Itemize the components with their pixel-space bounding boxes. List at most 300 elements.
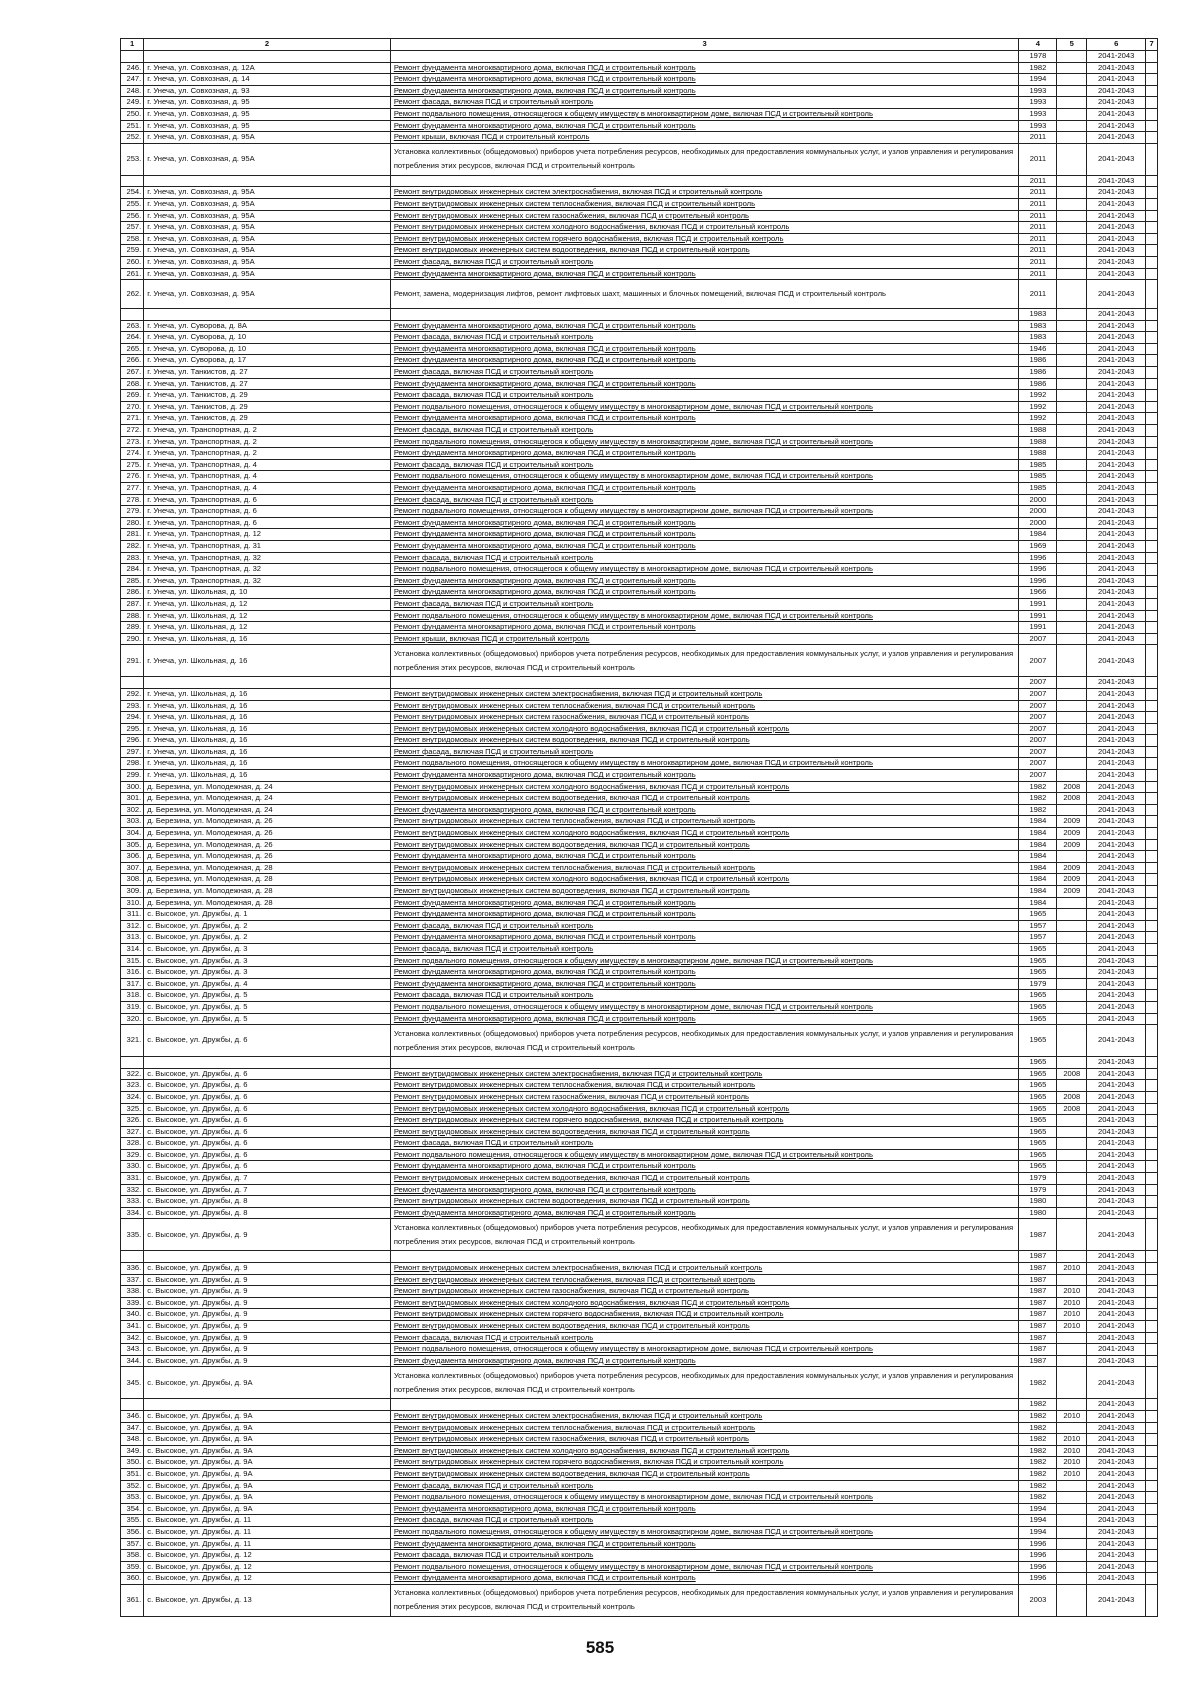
row-address — [144, 677, 391, 689]
row-col7 — [1146, 1457, 1158, 1469]
row-col7 — [1146, 1550, 1158, 1562]
row-work-type: Ремонт внутридомовых инженерных систем электроснабжения, включая ПСД и строительный контроль — [390, 688, 1019, 700]
row-number: 346. — [121, 1410, 144, 1422]
row-work-type: Ремонт внутридомовых инженерных систем водоотведения, включая ПСД и строительный контроль — [390, 839, 1019, 851]
row-work-type: Ремонт фасада, включая ПСД и строительный контроль — [390, 552, 1019, 564]
row-period: 2041-2043 — [1087, 851, 1146, 863]
row-year-repaired — [1057, 1149, 1087, 1161]
row-address: с. Высокое, ул. Дружбы, д. 9А — [144, 1492, 391, 1504]
table-row — [121, 1013, 1158, 1025]
row-period: 2041-2043 — [1087, 85, 1146, 97]
row-year: 1992 — [1019, 413, 1057, 425]
row-work-type: Ремонт фундамента многоквартирного дома, включая ПСД и строительный контроль — [390, 575, 1019, 587]
row-period: 2041-2043 — [1087, 425, 1146, 437]
row-period: 2041-2043 — [1087, 62, 1146, 74]
row-address: г. Унеча, ул. Школьная, д. 12 — [144, 598, 391, 610]
row-year: 1965 — [1019, 1080, 1057, 1092]
row-work-type: Ремонт подвального помещения, относящегося к общему имуществу в многоквартирном доме, включая ПСД и строительный контроль — [390, 506, 1019, 518]
table-row — [121, 1184, 1158, 1196]
row-period: 2041-2043 — [1087, 920, 1146, 932]
table-row — [121, 245, 1158, 257]
row-address: г. Унеча, ул. Транспортная, д. 31 — [144, 540, 391, 552]
row-col7 — [1146, 245, 1158, 257]
row-work-type: Ремонт подвального помещения, относящегося к общему имуществу в многоквартирном доме, включая ПСД и строительный контроль — [390, 564, 1019, 576]
row-col7 — [1146, 758, 1158, 770]
row-year-repaired — [1057, 1515, 1087, 1527]
row-year: 2007 — [1019, 735, 1057, 747]
table-row — [121, 828, 1158, 840]
row-number: 249. — [121, 97, 144, 109]
row-work-type: Ремонт фундамента многоквартирного дома, включая ПСД и строительный контроль — [390, 851, 1019, 863]
table-row — [121, 1480, 1158, 1492]
row-period: 2041-2043 — [1087, 448, 1146, 460]
row-year: 1986 — [1019, 367, 1057, 379]
row-address: с. Высокое, ул. Дружбы, д. 9А — [144, 1480, 391, 1492]
col-header-6: 6 — [1087, 39, 1146, 51]
row-number: 253. — [121, 143, 144, 175]
row-address: с. Высокое, ул. Дружбы, д. 9 — [144, 1263, 391, 1275]
row-number: 277. — [121, 483, 144, 495]
row-period: 2041-2043 — [1087, 378, 1146, 390]
row-address: с. Высокое, ул. Дружбы, д. 3 — [144, 943, 391, 955]
row-work-type: Ремонт внутридомовых инженерных систем водоотведения, включая ПСД и строительный контроль — [390, 1321, 1019, 1333]
row-work-type: Ремонт фасада, включая ПСД и строительный контроль — [390, 1550, 1019, 1562]
row-col7 — [1146, 1480, 1158, 1492]
table-row — [121, 517, 1158, 529]
row-number: 317. — [121, 978, 144, 990]
row-year-repaired — [1057, 97, 1087, 109]
row-number: 337. — [121, 1274, 144, 1286]
row-year: 1988 — [1019, 436, 1057, 448]
row-col7 — [1146, 828, 1158, 840]
row-period: 2041-2043 — [1087, 1025, 1146, 1057]
row-address: г. Унеча, ул. Транспортная, д. 2 — [144, 436, 391, 448]
row-number: 344. — [121, 1355, 144, 1367]
row-number: 340. — [121, 1309, 144, 1321]
row-col7 — [1146, 1445, 1158, 1457]
row-year: 1984 — [1019, 839, 1057, 851]
table-row — [121, 1149, 1158, 1161]
table-row — [121, 943, 1158, 955]
row-col7 — [1146, 506, 1158, 518]
row-year-repaired — [1057, 990, 1087, 1002]
table-row — [121, 256, 1158, 268]
row-year: 2011 — [1019, 245, 1057, 257]
row-period: 2041-2043 — [1087, 1068, 1146, 1080]
row-work-type: Ремонт фундамента многоквартирного дома, включая ПСД и строительный контроль — [390, 413, 1019, 425]
row-address: с. Высокое, ул. Дружбы, д. 6 — [144, 1025, 391, 1057]
row-work-type: Установка коллективных (общедомовых) приборов учета потребления ресурсов, необходимых для предоставления коммунальных услуг, и узлов управления и регулирования потребления этих ресурсов, включая ПСД и строительный контроль — [390, 143, 1019, 175]
row-number: 268. — [121, 378, 144, 390]
row-year: 1965 — [1019, 1013, 1057, 1025]
row-address: с. Высокое, ул. Дружбы, д. 12 — [144, 1573, 391, 1585]
row-address: г. Унеча, ул. Совхозная, д. 95А — [144, 132, 391, 144]
row-year-repaired: 2009 — [1057, 816, 1087, 828]
row-period: 2041-2043 — [1087, 610, 1146, 622]
row-year: 1994 — [1019, 74, 1057, 86]
row-year-repaired — [1057, 633, 1087, 645]
row-period: 2041-2043 — [1087, 781, 1146, 793]
row-col7 — [1146, 851, 1158, 863]
row-col7 — [1146, 886, 1158, 898]
table-body — [121, 51, 1158, 1617]
row-col7 — [1146, 862, 1158, 874]
row-year: 1982 — [1019, 1399, 1057, 1411]
row-period: 2041-2043 — [1087, 622, 1146, 634]
row-year-repaired — [1057, 280, 1087, 309]
row-number: 255. — [121, 198, 144, 210]
row-work-type: Ремонт внутридомовых инженерных систем теплоснабжения, включая ПСД и строительный контроль — [390, 1422, 1019, 1434]
col-header-7: 7 — [1146, 39, 1158, 51]
row-year-repaired — [1057, 770, 1087, 782]
row-year: 1984 — [1019, 874, 1057, 886]
row-work-type: Ремонт фундамента многоквартирного дома, включая ПСД и строительный контроль — [390, 932, 1019, 944]
row-year: 1992 — [1019, 401, 1057, 413]
row-col7 — [1146, 1115, 1158, 1127]
table-row — [121, 1126, 1158, 1138]
row-number: 351. — [121, 1468, 144, 1480]
row-address: с. Высокое, ул. Дружбы, д. 3 — [144, 955, 391, 967]
row-address: г. Унеча, ул. Суворова, д. 17 — [144, 355, 391, 367]
table-row — [121, 222, 1158, 234]
row-col7 — [1146, 816, 1158, 828]
row-number: 350. — [121, 1457, 144, 1469]
row-year-repaired: 2010 — [1057, 1434, 1087, 1446]
row-work-type — [390, 1399, 1019, 1411]
row-col7 — [1146, 633, 1158, 645]
row-year: 2011 — [1019, 175, 1057, 187]
row-period: 2041-2043 — [1087, 874, 1146, 886]
row-col7 — [1146, 332, 1158, 344]
row-work-type: Ремонт фасада, включая ПСД и строительный контроль — [390, 990, 1019, 1002]
row-col7 — [1146, 1538, 1158, 1550]
row-period: 2041-2043 — [1087, 1355, 1146, 1367]
row-year: 1987 — [1019, 1297, 1057, 1309]
row-number: 251. — [121, 120, 144, 132]
row-col7 — [1146, 1184, 1158, 1196]
row-number: 252. — [121, 132, 144, 144]
row-period: 2041-2043 — [1087, 332, 1146, 344]
row-number: 301. — [121, 793, 144, 805]
row-year: 2007 — [1019, 712, 1057, 724]
row-year-repaired: 2010 — [1057, 1445, 1087, 1457]
row-period: 2041-2043 — [1087, 1161, 1146, 1173]
row-col7 — [1146, 874, 1158, 886]
row-number: 357. — [121, 1538, 144, 1550]
row-period: 2041-2043 — [1087, 1184, 1146, 1196]
row-year-repaired: 2010 — [1057, 1457, 1087, 1469]
row-year-repaired — [1057, 1526, 1087, 1538]
row-number: 354. — [121, 1503, 144, 1515]
row-work-type: Ремонт фундамента многоквартирного дома, включая ПСД и строительный контроль — [390, 355, 1019, 367]
row-number — [121, 175, 144, 187]
row-address: с. Высокое, ул. Дружбы, д. 9А — [144, 1422, 391, 1434]
row-period: 2041-2043 — [1087, 1410, 1146, 1422]
row-col7 — [1146, 1309, 1158, 1321]
row-period: 2041-2043 — [1087, 1138, 1146, 1150]
row-number: 358. — [121, 1550, 144, 1562]
row-col7 — [1146, 1355, 1158, 1367]
row-year: 1978 — [1019, 51, 1057, 63]
row-number: 294. — [121, 712, 144, 724]
row-number: 250. — [121, 108, 144, 120]
row-work-type — [390, 309, 1019, 321]
row-year: 1991 — [1019, 610, 1057, 622]
row-period: 2041-2043 — [1087, 1526, 1146, 1538]
row-year-repaired — [1057, 120, 1087, 132]
table-row — [121, 1492, 1158, 1504]
row-work-type: Ремонт внутридомовых инженерных систем холодного водоснабжения, включая ПСД и строительный контроль — [390, 781, 1019, 793]
row-address: с. Высокое, ул. Дружбы, д. 6 — [144, 1138, 391, 1150]
row-address — [144, 175, 391, 187]
row-number: 272. — [121, 425, 144, 437]
row-year-repaired — [1057, 552, 1087, 564]
row-col7 — [1146, 1367, 1158, 1399]
row-address: с. Высокое, ул. Дружбы, д. 9 — [144, 1321, 391, 1333]
row-col7 — [1146, 494, 1158, 506]
row-year: 1987 — [1019, 1251, 1057, 1263]
row-period: 2041-2043 — [1087, 770, 1146, 782]
row-address: с. Высокое, ул. Дружбы, д. 9А — [144, 1503, 391, 1515]
row-work-type: Ремонт фасада, включая ПСД и строительный контроль — [390, 494, 1019, 506]
table-row — [121, 746, 1158, 758]
row-work-type: Ремонт фундамента многоквартирного дома, включая ПСД и строительный контроль — [390, 587, 1019, 599]
row-col7 — [1146, 210, 1158, 222]
row-address: г. Унеча, ул. Транспортная, д. 4 — [144, 471, 391, 483]
row-year: 1965 — [1019, 909, 1057, 921]
row-address: г. Унеча, ул. Танкистов, д. 29 — [144, 390, 391, 402]
row-number: 302. — [121, 804, 144, 816]
row-period: 2041-2043 — [1087, 1207, 1146, 1219]
table-row — [121, 723, 1158, 735]
row-work-type: Ремонт внутридомовых инженерных систем газоснабжения, включая ПСД и строительный контроль — [390, 210, 1019, 222]
row-year-repaired — [1057, 175, 1087, 187]
row-year-repaired — [1057, 564, 1087, 576]
row-year-repaired — [1057, 1115, 1087, 1127]
table-row — [121, 1068, 1158, 1080]
row-period: 2041-2043 — [1087, 575, 1146, 587]
row-number: 361. — [121, 1584, 144, 1616]
row-address: с. Высокое, ул. Дружбы, д. 9 — [144, 1355, 391, 1367]
row-number: 271. — [121, 413, 144, 425]
row-address: г. Унеча, ул. Совхозная, д. 95А — [144, 198, 391, 210]
row-period: 2041-2043 — [1087, 1434, 1146, 1446]
row-year-repaired — [1057, 575, 1087, 587]
table-row — [121, 1309, 1158, 1321]
row-period: 2041-2043 — [1087, 1196, 1146, 1208]
row-number: 319. — [121, 1001, 144, 1013]
row-col7 — [1146, 459, 1158, 471]
row-work-type: Ремонт фундамента многоквартирного дома, включая ПСД и строительный контроль — [390, 978, 1019, 990]
row-number: 360. — [121, 1573, 144, 1585]
row-number: 303. — [121, 816, 144, 828]
row-number: 307. — [121, 862, 144, 874]
row-address: с. Высокое, ул. Дружбы, д. 9 — [144, 1274, 391, 1286]
row-work-type: Ремонт подвального помещения, относящегося к общему имуществу в многоквартирном доме, включая ПСД и строительный контроль — [390, 401, 1019, 413]
row-year-repaired — [1057, 1080, 1087, 1092]
row-col7 — [1146, 920, 1158, 932]
row-year: 1965 — [1019, 990, 1057, 1002]
row-address: г. Унеча, ул. Суворова, д. 10 — [144, 343, 391, 355]
row-number: 336. — [121, 1263, 144, 1275]
row-period: 2041-2043 — [1087, 222, 1146, 234]
row-col7 — [1146, 1013, 1158, 1025]
row-period: 2041-2043 — [1087, 51, 1146, 63]
table-row — [121, 332, 1158, 344]
row-year: 2007 — [1019, 770, 1057, 782]
row-col7 — [1146, 677, 1158, 689]
row-year: 1996 — [1019, 1561, 1057, 1573]
table-row — [121, 770, 1158, 782]
row-number: 335. — [121, 1219, 144, 1251]
row-year-repaired — [1057, 1422, 1087, 1434]
row-period: 2041-2043 — [1087, 828, 1146, 840]
row-year-repaired — [1057, 459, 1087, 471]
row-year-repaired — [1057, 955, 1087, 967]
row-work-type: Ремонт фундамента многоквартирного дома, включая ПСД и строительный контроль — [390, 1538, 1019, 1550]
row-year: 1983 — [1019, 309, 1057, 321]
row-number: 305. — [121, 839, 144, 851]
row-year: 1994 — [1019, 1526, 1057, 1538]
row-address: г. Унеча, ул. Школьная, д. 12 — [144, 622, 391, 634]
row-number: 320. — [121, 1013, 144, 1025]
row-number: 261. — [121, 268, 144, 280]
row-year-repaired: 2008 — [1057, 1103, 1087, 1115]
row-work-type: Ремонт фундамента многоквартирного дома, включая ПСД и строительный контроль — [390, 770, 1019, 782]
row-year: 1987 — [1019, 1219, 1057, 1251]
row-number: 324. — [121, 1091, 144, 1103]
row-year: 1987 — [1019, 1309, 1057, 1321]
row-work-type: Ремонт внутридомовых инженерных систем электроснабжения, включая ПСД и строительный контроль — [390, 187, 1019, 199]
row-work-type: Ремонт внутридомовых инженерных систем электроснабжения, включая ПСД и строительный контроль — [390, 1068, 1019, 1080]
row-address: с. Высокое, ул. Дружбы, д. 8 — [144, 1207, 391, 1219]
row-period: 2041-2043 — [1087, 598, 1146, 610]
row-year: 1980 — [1019, 1207, 1057, 1219]
row-year-repaired — [1057, 700, 1087, 712]
row-work-type: Ремонт внутридомовых инженерных систем холодного водоснабжения, включая ПСД и строительный контроль — [390, 723, 1019, 735]
row-year-repaired — [1057, 598, 1087, 610]
row-col7 — [1146, 390, 1158, 402]
row-year-repaired: 2009 — [1057, 839, 1087, 851]
table-row — [121, 187, 1158, 199]
row-year: 1992 — [1019, 390, 1057, 402]
row-period: 2041-2043 — [1087, 1149, 1146, 1161]
row-col7 — [1146, 425, 1158, 437]
row-address: с. Высокое, ул. Дружбы, д. 4 — [144, 978, 391, 990]
row-year-repaired — [1057, 448, 1087, 460]
row-address: г. Унеча, ул. Школьная, д. 16 — [144, 688, 391, 700]
row-col7 — [1146, 483, 1158, 495]
table-row — [121, 1561, 1158, 1573]
row-period: 2041-2043 — [1087, 494, 1146, 506]
row-number: 323. — [121, 1080, 144, 1092]
row-address: г. Унеча, ул. Школьная, д. 16 — [144, 633, 391, 645]
row-work-type: Ремонт фундамента многоквартирного дома, включая ПСД и строительный контроль — [390, 517, 1019, 529]
row-year-repaired: 2008 — [1057, 1091, 1087, 1103]
row-year-repaired — [1057, 978, 1087, 990]
row-work-type: Ремонт подвального помещения, относящегося к общему имуществу в многоквартирном доме, включая ПСД и строительный контроль — [390, 471, 1019, 483]
row-address: г. Унеча, ул. Школьная, д. 12 — [144, 610, 391, 622]
row-period: 2041-2043 — [1087, 233, 1146, 245]
row-year: 1982 — [1019, 1410, 1057, 1422]
row-period: 2041-2043 — [1087, 1332, 1146, 1344]
table-row — [121, 851, 1158, 863]
row-year-repaired — [1057, 688, 1087, 700]
row-year-repaired — [1057, 529, 1087, 541]
row-address: г. Унеча, ул. Совхозная, д. 95А — [144, 222, 391, 234]
row-col7 — [1146, 1286, 1158, 1298]
row-col7 — [1146, 1274, 1158, 1286]
row-col7 — [1146, 735, 1158, 747]
col-header-5: 5 — [1057, 39, 1087, 51]
row-period: 2041-2043 — [1087, 436, 1146, 448]
row-year: 1979 — [1019, 978, 1057, 990]
table-row — [121, 309, 1158, 321]
row-col7 — [1146, 552, 1158, 564]
row-year-repaired — [1057, 222, 1087, 234]
row-work-type: Ремонт внутридомовых инженерных систем холодного водоснабжения, включая ПСД и строительный контроль — [390, 828, 1019, 840]
row-work-type: Установка коллективных (общедомовых) приборов учета потребления ресурсов, необходимых для предоставления коммунальных услуг, и узлов управления и регулирования потребления этих ресурсов, включая ПСД и строительный контроль — [390, 645, 1019, 677]
row-col7 — [1146, 1332, 1158, 1344]
row-col7 — [1146, 793, 1158, 805]
row-number: 266. — [121, 355, 144, 367]
row-number: 326. — [121, 1115, 144, 1127]
row-address: с. Высокое, ул. Дружбы, д. 11 — [144, 1515, 391, 1527]
row-year: 2000 — [1019, 517, 1057, 529]
table-row — [121, 74, 1158, 86]
row-work-type: Установка коллективных (общедомовых) приборов учета потребления ресурсов, необходимых для предоставления коммунальных услуг, и узлов управления и регулирования потребления этих ресурсов, включая ПСД и строительный контроль — [390, 1367, 1019, 1399]
row-col7 — [1146, 746, 1158, 758]
row-col7 — [1146, 343, 1158, 355]
row-work-type: Ремонт фундамента многоквартирного дома, включая ПСД и строительный контроль — [390, 1013, 1019, 1025]
row-work-type: Ремонт фасада, включая ПСД и строительный контроль — [390, 1138, 1019, 1150]
row-address: г. Унеча, ул. Транспортная, д. 2 — [144, 448, 391, 460]
row-year-repaired — [1057, 483, 1087, 495]
table-row — [121, 320, 1158, 332]
table-row — [121, 198, 1158, 210]
row-col7 — [1146, 1321, 1158, 1333]
table-row — [121, 1161, 1158, 1173]
table-row — [121, 1251, 1158, 1263]
row-address: с. Высокое, ул. Дружбы, д. 3 — [144, 967, 391, 979]
row-year: 1996 — [1019, 1538, 1057, 1550]
row-col7 — [1146, 1080, 1158, 1092]
row-number: 286. — [121, 587, 144, 599]
table-row — [121, 816, 1158, 828]
row-year-repaired — [1057, 1573, 1087, 1585]
row-col7 — [1146, 1492, 1158, 1504]
table-row — [121, 1286, 1158, 1298]
table-row — [121, 1057, 1158, 1069]
table-row — [121, 862, 1158, 874]
row-address: г. Унеча, ул. Школьная, д. 16 — [144, 735, 391, 747]
row-period: 2041-2043 — [1087, 862, 1146, 874]
row-work-type: Ремонт фасада, включая ПСД и строительный контроль — [390, 746, 1019, 758]
row-work-type: Ремонт внутридомовых инженерных систем электроснабжения, включая ПСД и строительный контроль — [390, 1410, 1019, 1422]
row-year-repaired — [1057, 735, 1087, 747]
row-year: 1982 — [1019, 1457, 1057, 1469]
row-col7 — [1146, 233, 1158, 245]
row-year: 1994 — [1019, 1503, 1057, 1515]
row-col7 — [1146, 198, 1158, 210]
row-period: 2041-2043 — [1087, 1274, 1146, 1286]
row-period: 2041-2043 — [1087, 320, 1146, 332]
row-work-type: Ремонт внутридомовых инженерных систем водоотведения, включая ПСД и строительный контроль — [390, 245, 1019, 257]
row-year: 1993 — [1019, 97, 1057, 109]
row-work-type: Ремонт фундамента многоквартирного дома, включая ПСД и строительный контроль — [390, 1184, 1019, 1196]
row-address: г. Унеча, ул. Школьная, д. 16 — [144, 645, 391, 677]
row-number: 285. — [121, 575, 144, 587]
